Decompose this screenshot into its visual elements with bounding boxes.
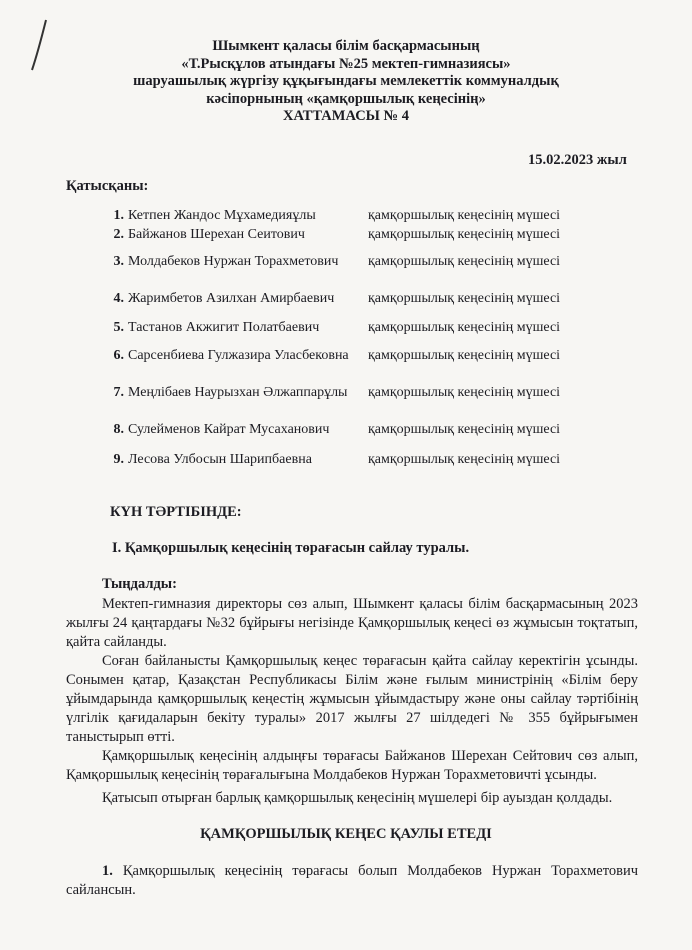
member-row [102, 412, 622, 448]
member-number: 7. [113, 385, 124, 400]
member-name: Байжанов Шерехан Сеитович [128, 227, 305, 242]
member-number: 2. [113, 227, 124, 242]
paragraph: Қатысып отырған барлық қамқоршылық кеңесінің мүшелері бір ауыздан қолдады. [102, 790, 613, 806]
paragraph: Мектеп-гимназия директоры сөз алып, Шымкент қаласы білім басқармасының 2023 жылғы 24 қаңтардағы №32 бұйрығы негізінде Қамқоршылық кеңесі өз жұмысын тоқтатып, қайта сайланды. [66, 596, 638, 650]
paragraph: Қамқоршылық кеңесінің алдыңғы төрағасы Байжанов Шерехан Сейтович сөз алып, Қамқоршылық кеңесінің төрағалығына Молдабеков Нуржан Торахметовичті ұсынды. [66, 748, 638, 783]
member-role: қамқоршылық кеңесінің мүшесі [368, 348, 561, 363]
header-line-1: Шымкент қаласы білім басқармасының [212, 38, 480, 54]
header-line-3: шаруашылық жүргізу құқығындағы мемлекеттік коммуналдық [133, 73, 559, 89]
member-name: Молдабеков Нуржан Торахметович [128, 254, 339, 269]
member-role: қамқоршылық кеңесінің мүшесі [368, 452, 561, 467]
member-number: 5. [113, 320, 124, 335]
member-name: Жаримбетов Азилхан Амирбаевич [128, 291, 335, 306]
member-row [102, 206, 622, 226]
member-number: 9. [113, 452, 124, 467]
header-line-4: кәсіпорнының «қамқоршылық кеңесінің» [206, 90, 486, 107]
member-role: қамқоршылық кеңесінің мүшесі [368, 320, 561, 335]
member-name: Сулейменов Кайрат Мусаханович [128, 422, 330, 437]
member-number: 4. [113, 291, 124, 306]
member-row [102, 318, 622, 338]
member-row [102, 338, 622, 374]
document-date: 15.02.2023 жыл [528, 152, 627, 168]
member-role: қамқоршылық кеңесінің мүшесі [368, 385, 561, 400]
member-name: Меңлібаев Наурызхан Әлжаппарұлы [128, 385, 348, 400]
decision-number: 1. [102, 863, 113, 879]
member-row [102, 448, 622, 472]
agenda-title: КҮН ТӘРТІБІНДЕ: [110, 504, 242, 520]
document-header [0, 38, 692, 126]
heard-label: Тыңдалды: [102, 576, 177, 592]
member-name: Кетпен Жандос Мұхамедияұлы [128, 208, 316, 223]
member-role: қамқоршылық кеңесінің мүшесі [368, 227, 561, 242]
member-role: қамқоршылық кеңесінің мүшесі [368, 208, 561, 223]
member-row [102, 244, 622, 280]
member-number: 6. [113, 348, 124, 363]
member-role: қамқоршылық кеңесінің мүшесі [368, 422, 561, 437]
paragraph: Соған байланысты Қамқоршылық кеңес төрағасын қайта сайлау керектігін ұсынды. Сонымен қатар, Қазақстан Республикасы Білім және ғылым министрінің «Білім беру ұйымдарында қамқоршылық кеңестің жұмысын ұйымдастыру және оны сайлау тәртібінің үлгілік қағидаларын бекіту туралы» 2017 жылғы 27 шілдедегі № 355 бұйрығымен таныстырып өтті. [66, 653, 638, 745]
decision-item [66, 862, 638, 900]
header-line-5: ХАТТАМАСЫ № 4 [283, 108, 409, 124]
member-number: 8. [113, 422, 124, 437]
header-line-2: «Т.Рысқұлов атындағы №25 мектеп-гимназиясы» [181, 55, 511, 72]
member-role: қамқоршылық кеңесінің мүшесі [368, 254, 561, 269]
member-row [102, 226, 622, 244]
attended-label: Қатысқаны: [66, 178, 149, 194]
member-name: Лесова Улбосын Шарипбаевна [128, 452, 312, 467]
member-number: 1. [113, 208, 124, 223]
member-row [102, 374, 622, 412]
member-number: 3. [113, 254, 124, 269]
members-list [102, 206, 622, 472]
member-name: Сарсенбиева Гулжазира Уласбековна [128, 348, 349, 363]
member-name: Тастанов Акжигит Полатбаевич [128, 320, 320, 335]
decision-title: ҚАМҚОРШЫЛЫҚ КЕҢЕС ҚАУЛЫ ЕТЕДІ [200, 826, 492, 842]
decision-text: Қамқоршылық кеңесінің төрағасы болып Молдабеков Нуржан Торахметович сайлансын. [66, 863, 638, 898]
member-row [102, 280, 622, 318]
agenda-item: І. Қамқоршылық кеңесінің төрағасын сайлау туралы. [112, 540, 470, 556]
member-role: қамқоршылық кеңесінің мүшесі [368, 291, 561, 306]
